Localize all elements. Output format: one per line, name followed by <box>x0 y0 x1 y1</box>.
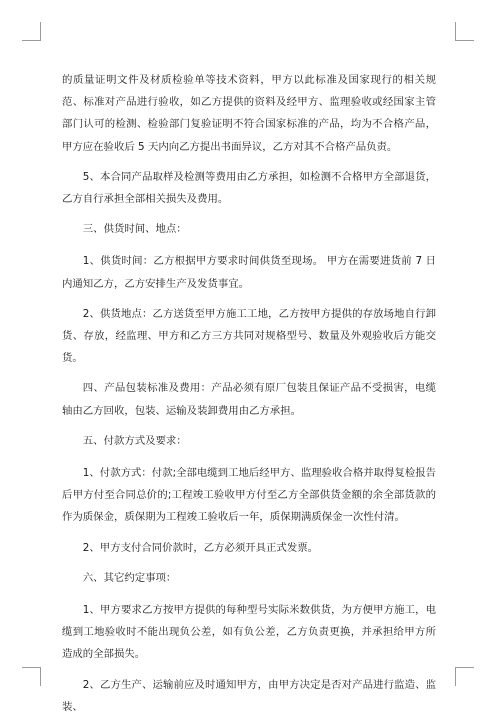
crop-mark-top-right <box>455 22 474 41</box>
paragraph-other-2: 2、乙方生产、运输前应及时通知甲方，由甲方决定是否对产品进行监造、监装、 <box>62 678 436 713</box>
paragraph-clause-5: 5、本合同产品取样及检测等费用由乙方承担，如检测不合格甲方全部退货，乙方自行承担全部相关损失及费用。 <box>62 170 436 206</box>
paragraph-invoice: 2、甲方支付合同价款时，乙方必须开具正式发票。 <box>82 541 318 554</box>
paragraph-continued: 的质量证明文件及材质检验单等技术资料，甲方以此标准及国家现行的相关规范、标准对产品进行验收，如乙方提供的资料及经甲方、监理验收或经国家主管部门认可的检测、检验部门复验证明不符合国家标准的产品，均为不合格产品，甲方应在验收后 5 天内向乙方提出书面异议，乙方对其不合格产品负责。 <box>62 74 436 153</box>
crop-mark-top-left <box>22 22 41 41</box>
paragraph-payment-method: 1、付款方式：付款;全部电缆到工地后经甲方、监理验收合格并取得复检报告后甲方付至合同总价的;工程竣工验收甲方付至乙方全部供货金额的余全部货款的作为质保金，质保期为工程竣工验收后一年，质保期满质保金一次性付清。 <box>62 467 436 524</box>
crop-mark-bottom-left <box>22 667 41 686</box>
section-heading-payment: 五、付款方式及要求： <box>82 434 187 447</box>
paragraph-other-1: 1、甲方要求乙方按甲方提供的每种型号实际米数供货，为方便甲方施工，电缆到工地验收时不能出现负公差，如有负公差，乙方负责更换，并承担给甲方所造成的全部损失。 <box>62 604 436 661</box>
paragraph-delivery-place: 2、供货地点：乙方送货至甲方施工工地，乙方按甲方提供的存放场地自行卸货、存放，经监理、甲方和乙方三方共同对规格型号、数量及外观验收后方能交货。 <box>62 307 436 365</box>
paragraph-delivery-time: 1、供货时间：乙方根据甲方要求时间供货至现场。 甲方在需要进货前 7 日内通知乙方，乙方安排生产及发货事宜。 <box>62 255 436 290</box>
section-packaging: 四、产品包装标准及费用：产品必须有原厂包装且保证产品不受损害，电缆轴由乙方回收，包装、运输及装卸费用由乙方承担。 <box>62 382 436 417</box>
section-heading-other: 六、其它约定事项： <box>82 571 177 584</box>
section-heading-delivery: 三、供货时间、地点： <box>82 223 187 236</box>
document-body <box>62 69 436 726</box>
crop-mark-bottom-right <box>455 667 474 686</box>
